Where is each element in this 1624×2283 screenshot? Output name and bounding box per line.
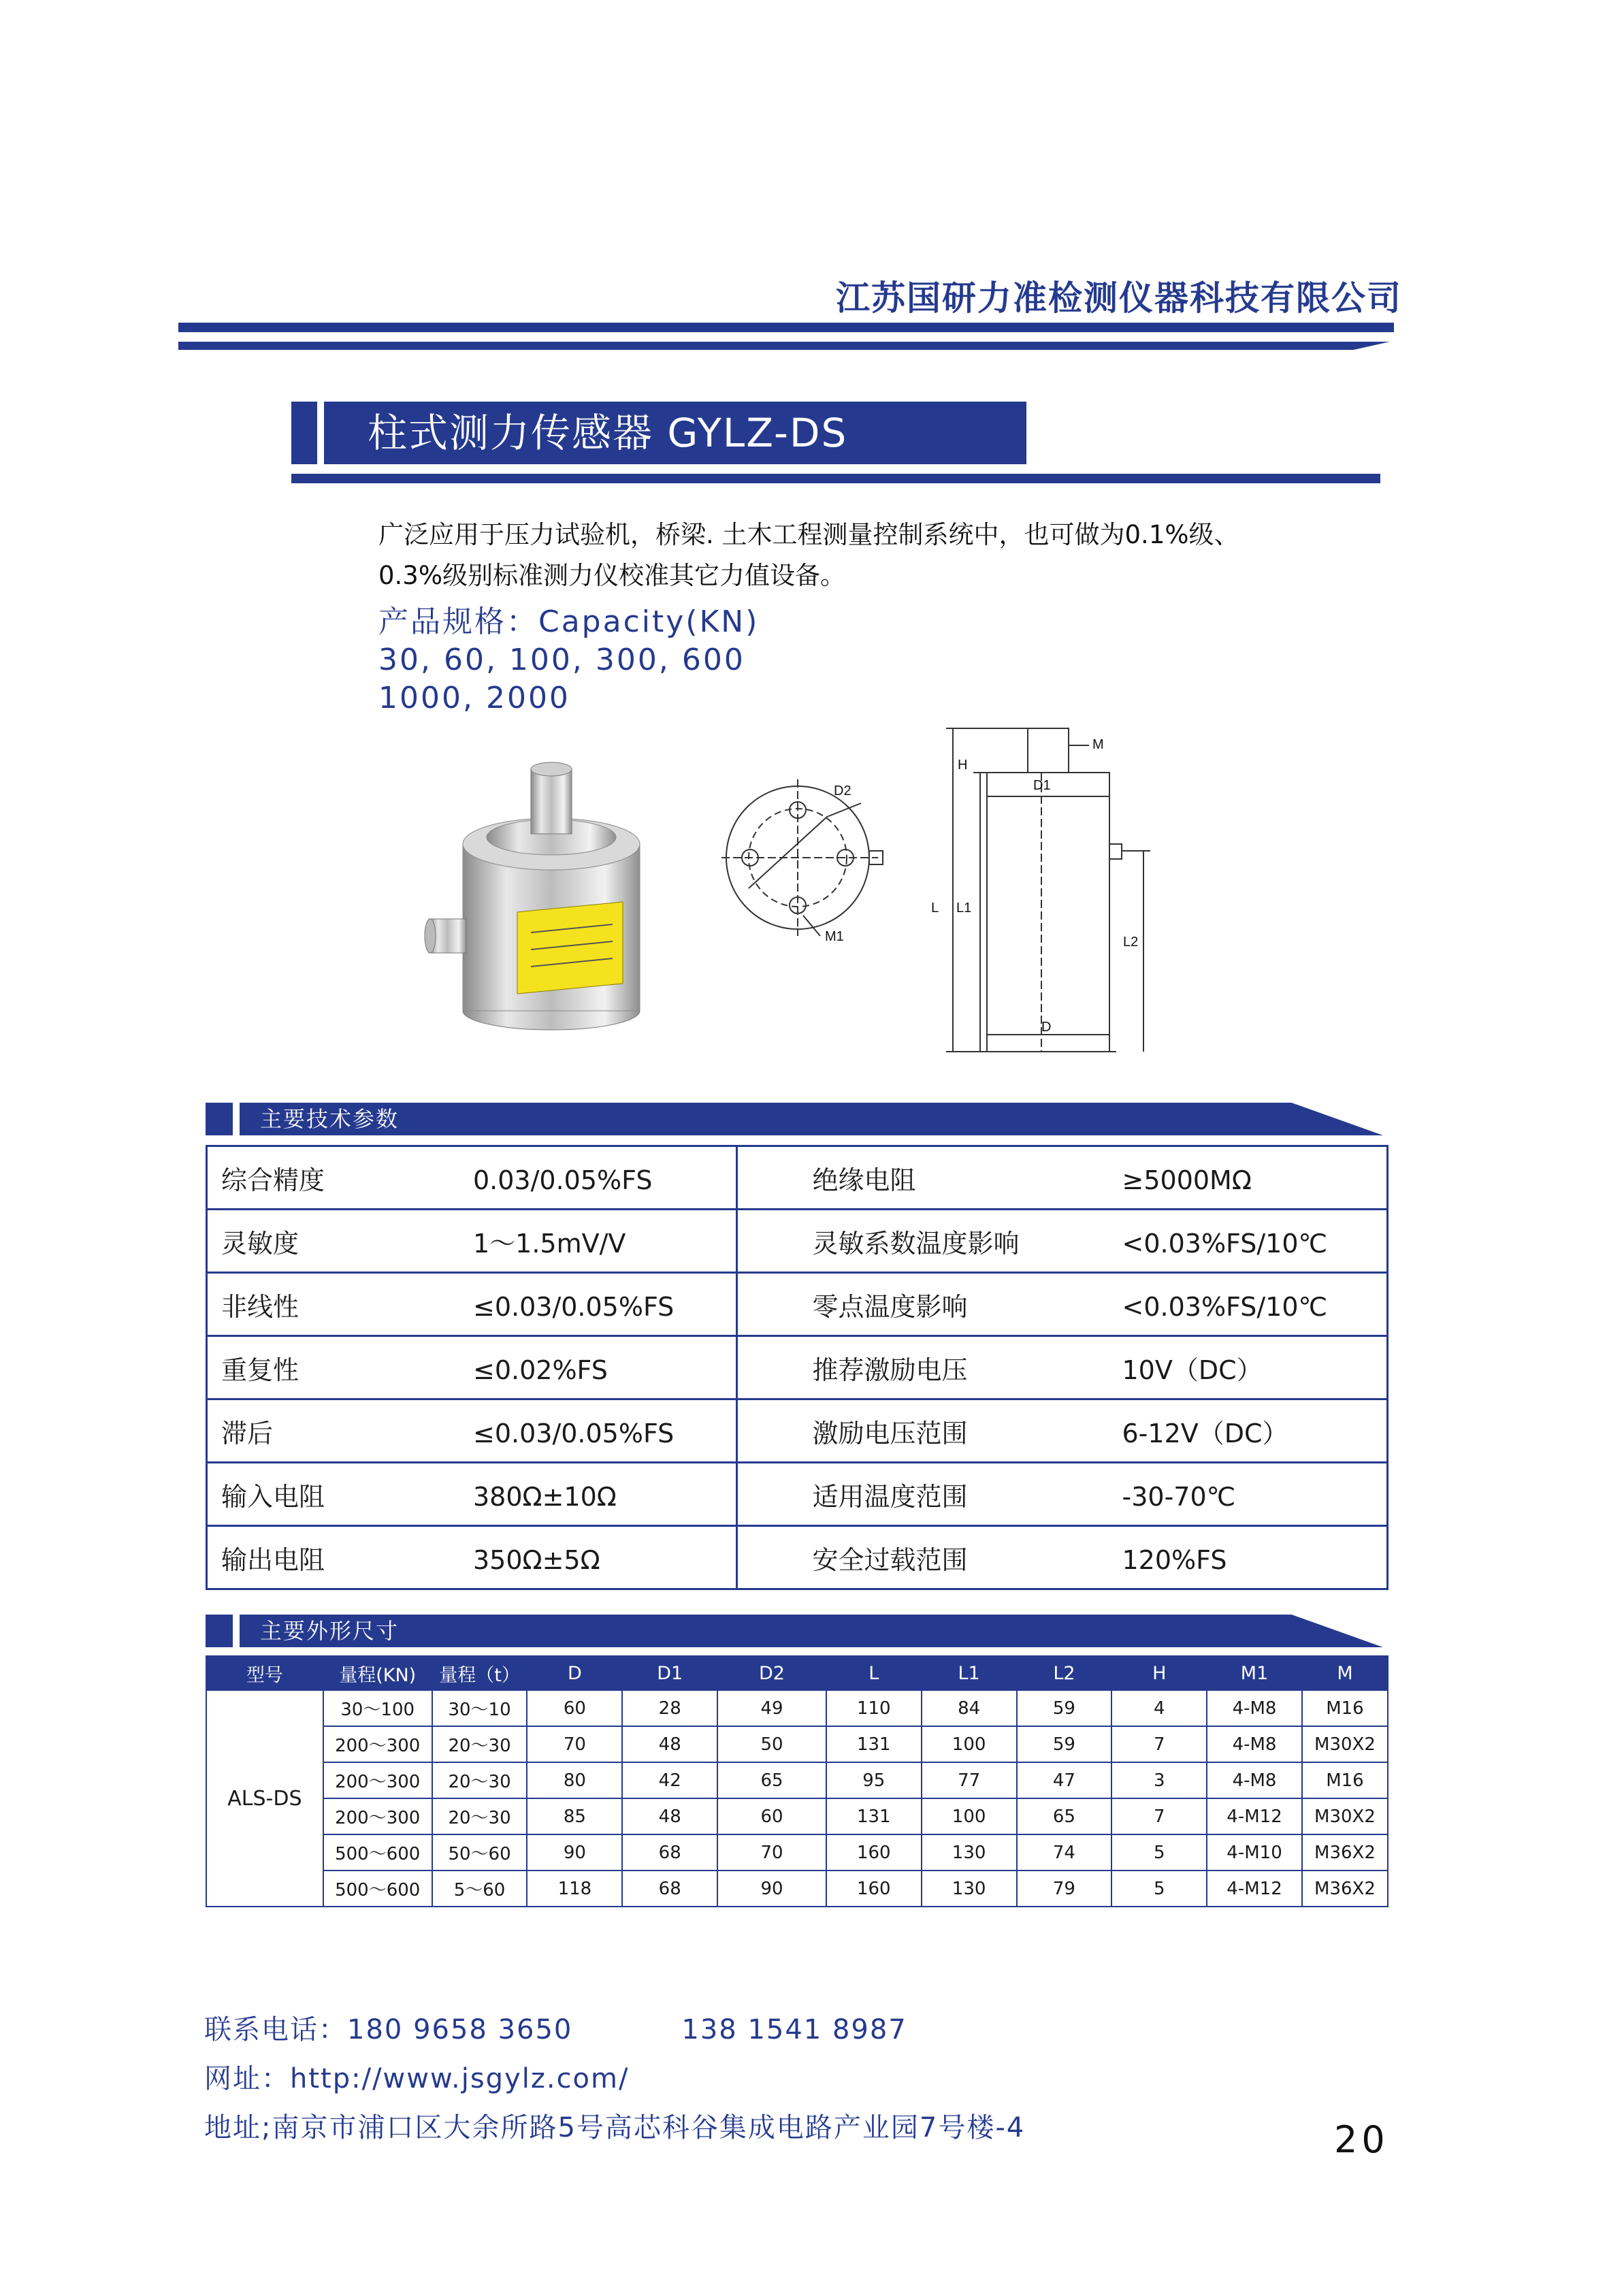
page-number: 20 <box>1334 2118 1389 2161</box>
spec-value: 1～1.5mV/V <box>473 1228 626 1259</box>
label-d: D <box>1041 1020 1052 1035</box>
spec-cell <box>736 1210 1388 1273</box>
column-header: 量程（t） <box>432 1656 527 1690</box>
spec-cell <box>736 1526 1388 1589</box>
table-cell: 20～30 <box>432 1762 527 1798</box>
spec-cell <box>736 1146 1388 1210</box>
table-cell: 5～60 <box>432 1871 527 1907</box>
description-line: 广泛应用于压力试验机，桥梁. 土木工程测量控制系统中，也可做为0.1%级、 <box>378 520 1239 549</box>
table-cell: 47 <box>1017 1762 1112 1798</box>
table-cell: 4-M8 <box>1207 1690 1302 1726</box>
spec-label: 零点温度影响 <box>812 1291 968 1322</box>
spec-label: 综合精度 <box>221 1165 325 1195</box>
table-cell: 60 <box>717 1798 826 1834</box>
table-row <box>206 1798 1388 1834</box>
spec-value: 6-12V（DC） <box>1122 1418 1288 1448</box>
table-cell: 4-M8 <box>1207 1726 1302 1762</box>
table-cell: 4-M10 <box>1207 1834 1302 1871</box>
table-cell: 118 <box>527 1871 622 1907</box>
description-line: 0.3%级别标准测力仪校准其它力值设备。 <box>378 561 845 590</box>
spec-value: 0.03/0.05%FS <box>473 1165 653 1195</box>
table-cell: 130 <box>922 1834 1017 1871</box>
column-header: 型号 <box>206 1656 323 1690</box>
spec-label: 灵敏系数温度影响 <box>812 1228 1020 1259</box>
table-cell: 50～60 <box>432 1834 527 1871</box>
table-cell: 95 <box>826 1762 922 1798</box>
table-cell: 77 <box>922 1762 1017 1798</box>
table-cell: 68 <box>622 1871 717 1907</box>
table-cell: 48 <box>622 1798 717 1834</box>
section-band <box>240 1615 1383 1647</box>
spec-label: 灵敏度 <box>221 1228 299 1259</box>
table-cell: M16 <box>1302 1762 1388 1798</box>
table-cell: 500～600 <box>323 1871 432 1907</box>
spec-label: 激励电压范围 <box>812 1418 968 1448</box>
table-cell: M30X2 <box>1302 1726 1388 1762</box>
website-link[interactable]: http://www.jsgylz.com/ <box>290 2063 630 2094</box>
table-row <box>206 1726 1388 1762</box>
product-title: 柱式测力传感器 GYLZ-DS <box>368 410 848 456</box>
table-cell: 131 <box>826 1726 922 1762</box>
specs-table <box>206 1145 1388 1590</box>
sensor-photo <box>422 749 674 1041</box>
website-line <box>204 2057 629 2096</box>
table-cell: 68 <box>622 1834 717 1871</box>
table-cell: 5 <box>1111 1834 1207 1871</box>
column-header: L2 <box>1017 1656 1112 1690</box>
label-d2: D2 <box>834 783 851 798</box>
column-header: L1 <box>922 1656 1017 1690</box>
spec-value: -30-70℃ <box>1122 1481 1236 1512</box>
section-marker <box>206 1615 233 1647</box>
table-cell: 60 <box>527 1690 622 1726</box>
table-cell: 30～10 <box>432 1690 527 1726</box>
spec-cell <box>207 1336 737 1399</box>
product-description <box>378 515 1386 596</box>
spec-row <box>207 1399 1388 1463</box>
table-cell: 160 <box>826 1871 922 1907</box>
table-cell: 84 <box>922 1690 1017 1726</box>
spec-label: 滞后 <box>221 1418 274 1448</box>
table-cell: 70 <box>717 1834 826 1871</box>
table-cell: 80 <box>527 1762 622 1798</box>
spec-cell <box>736 1336 1388 1399</box>
spec-cell <box>736 1463 1388 1526</box>
header-rule-top <box>178 323 1394 332</box>
table-cell: 110 <box>826 1690 922 1726</box>
table-cell: M16 <box>1302 1690 1388 1726</box>
web-label: 网址： <box>204 2063 290 2094</box>
phone-number[interactable]: 138 1541 8987 <box>681 2014 907 2045</box>
table-cell: 500～600 <box>323 1834 432 1871</box>
spec-cell <box>207 1526 737 1589</box>
table-cell: 130 <box>922 1871 1017 1907</box>
table-cell: 20～30 <box>432 1726 527 1762</box>
table-cell: 7 <box>1111 1798 1207 1834</box>
table-row <box>206 1690 1388 1726</box>
column-header: D1 <box>622 1656 717 1690</box>
spec-value: 120%FS <box>1122 1544 1227 1575</box>
spec-cell <box>207 1210 737 1273</box>
table-cell: 59 <box>1017 1690 1112 1726</box>
spec-value: ≥5000MΩ <box>1122 1165 1252 1195</box>
section-band <box>240 1103 1383 1135</box>
phone-number[interactable]: 180 9658 3650 <box>347 2014 573 2045</box>
capacity-block <box>378 603 759 717</box>
label-l: L <box>931 901 939 916</box>
spec-label: 适用温度范围 <box>812 1481 968 1512</box>
column-header: H <box>1111 1656 1207 1690</box>
spec-value: ≤0.03/0.05%FS <box>473 1418 675 1448</box>
label-h: H <box>958 758 968 773</box>
table-cell: 65 <box>717 1762 826 1798</box>
capacity-values: 1000, 2000 <box>378 681 570 715</box>
specs-section-header <box>206 1103 1390 1135</box>
table-cell: 59 <box>1017 1726 1112 1762</box>
spec-row <box>207 1336 1388 1399</box>
table-cell: 160 <box>826 1834 922 1871</box>
column-header: M1 <box>1207 1656 1302 1690</box>
label-m: M <box>1092 737 1104 752</box>
spec-row <box>207 1210 1388 1273</box>
product-title-box <box>291 402 1026 464</box>
table-cell: 70 <box>527 1726 622 1762</box>
model-cell: ALS-DS <box>206 1690 323 1907</box>
spec-row <box>207 1463 1388 1526</box>
spec-label: 非线性 <box>221 1291 299 1322</box>
spec-cell <box>207 1273 737 1336</box>
table-row <box>206 1834 1388 1871</box>
table-cell: 42 <box>622 1762 717 1798</box>
table-cell: 100 <box>922 1798 1017 1834</box>
table-row <box>206 1762 1388 1798</box>
header-rule-bottom <box>178 342 1390 350</box>
column-header: D <box>527 1656 622 1690</box>
spec-label: 输入电阻 <box>221 1481 325 1512</box>
column-header: L <box>826 1656 922 1690</box>
table-cell: 7 <box>1111 1726 1207 1762</box>
table-cell: M30X2 <box>1302 1798 1388 1834</box>
table-cell: 20～30 <box>432 1798 527 1834</box>
table-cell: 100 <box>922 1726 1017 1762</box>
spec-row <box>207 1146 1388 1210</box>
table-cell: 48 <box>622 1726 717 1762</box>
table-cell: 131 <box>826 1798 922 1834</box>
label-m1: M1 <box>825 929 844 944</box>
label-l2: L2 <box>1123 935 1139 950</box>
table-cell: 200～300 <box>323 1798 432 1834</box>
spec-label: 输出电阻 <box>221 1544 325 1575</box>
table-row <box>206 1871 1388 1907</box>
spec-value: 380Ω±10Ω <box>473 1481 617 1512</box>
spec-cell <box>736 1273 1388 1336</box>
column-header: M <box>1302 1656 1388 1690</box>
table-cell: 4-M12 <box>1207 1798 1302 1834</box>
dimensions-section-header <box>206 1615 1390 1647</box>
table-cell: 4-M8 <box>1207 1762 1302 1798</box>
table-cell: 28 <box>622 1690 717 1726</box>
dimensions-table <box>206 1655 1388 1907</box>
table-cell: 50 <box>717 1726 826 1762</box>
spec-value: 10V（DC） <box>1122 1355 1263 1385</box>
label-l1: L1 <box>956 901 972 916</box>
table-cell: 49 <box>717 1690 826 1726</box>
table-cell: 85 <box>527 1798 622 1834</box>
title-underline <box>291 474 1380 483</box>
table-cell: 74 <box>1017 1834 1112 1871</box>
spec-cell <box>736 1399 1388 1463</box>
table-cell: 65 <box>1017 1798 1112 1834</box>
capacity-values: 30, 60, 100, 300, 600 <box>378 643 745 677</box>
table-cell: 5 <box>1111 1871 1207 1907</box>
label-d1: D1 <box>1033 778 1051 793</box>
spec-label: 推荐激励电压 <box>812 1355 968 1385</box>
table-cell: 200～300 <box>323 1762 432 1798</box>
table-cell: 90 <box>527 1834 622 1871</box>
company-name: 江苏国研力准检测仪器科技有限公司 <box>836 278 1402 318</box>
capacity-label: 产品规格：Capacity(KN) <box>378 604 760 639</box>
spec-value: ≤0.03/0.05%FS <box>473 1291 675 1322</box>
dimension-drawing <box>721 722 1252 1055</box>
column-header: 量程(KN) <box>323 1656 432 1690</box>
title-accent <box>317 402 324 464</box>
section-marker <box>206 1103 233 1135</box>
table-cell: 3 <box>1111 1762 1207 1798</box>
table-cell: 90 <box>717 1871 826 1907</box>
phone-label: 联系电话： <box>204 2014 347 2045</box>
spec-value: <0.03%FS/10℃ <box>1122 1228 1328 1259</box>
table-cell: 200～300 <box>323 1726 432 1762</box>
address: 地址;南京市浦口区大余所路5号高芯科谷集成电路产业园7号楼-4 <box>204 2112 1026 2143</box>
table-cell: 30～100 <box>323 1690 432 1726</box>
spec-label: 安全过载范围 <box>812 1544 968 1575</box>
table-cell: 4 <box>1111 1690 1207 1726</box>
spec-label: 绝缘电阻 <box>812 1165 916 1195</box>
spec-value: 350Ω±5Ω <box>473 1544 600 1575</box>
spec-row <box>207 1273 1388 1336</box>
spec-cell <box>207 1146 737 1210</box>
table-cell: M36X2 <box>1302 1834 1388 1871</box>
phone-line <box>204 2008 907 2047</box>
spec-value: <0.03%FS/10℃ <box>1122 1291 1328 1322</box>
spec-row <box>207 1526 1388 1589</box>
spec-cell <box>207 1463 737 1526</box>
table-cell: 79 <box>1017 1871 1112 1907</box>
spec-value: ≤0.02%FS <box>473 1355 608 1385</box>
spec-cell <box>207 1399 737 1463</box>
spec-label: 重复性 <box>221 1355 299 1385</box>
table-cell: 4-M12 <box>1207 1871 1302 1907</box>
dimensions-section-title: 主要外形尺寸 <box>260 1618 400 1644</box>
column-header: D2 <box>717 1656 826 1690</box>
table-cell: M36X2 <box>1302 1871 1388 1907</box>
specs-section-title: 主要技术参数 <box>260 1106 400 1132</box>
